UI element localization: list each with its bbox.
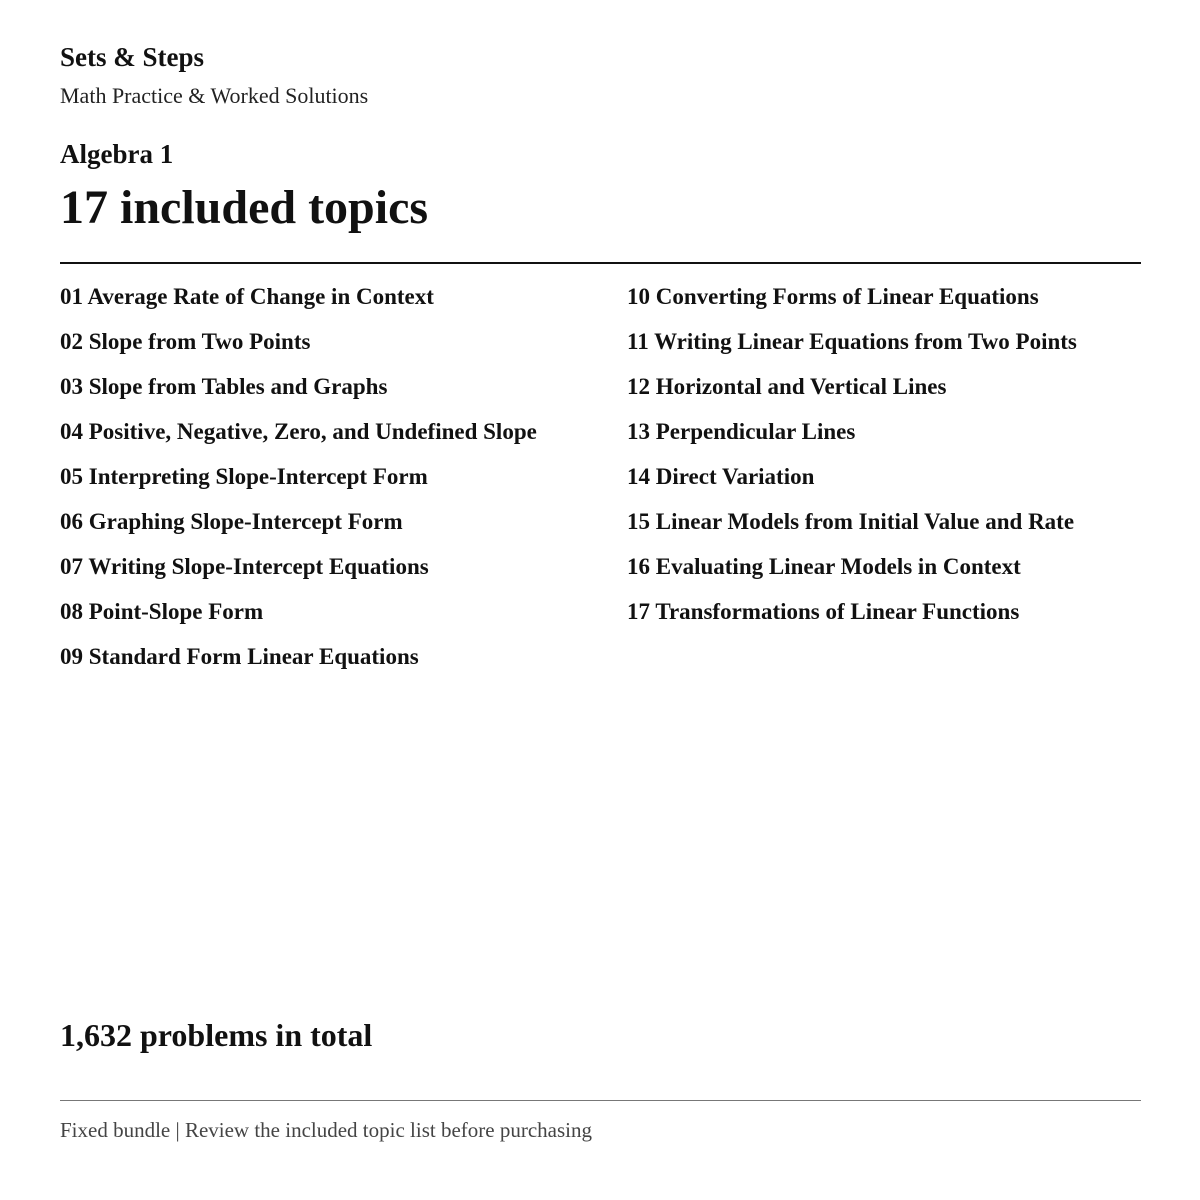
topics-headline: 17 included topics bbox=[60, 181, 429, 234]
footer-note: Fixed bundle | Review the included topic list before purchasing bbox=[60, 1118, 592, 1142]
topic-item: 11 Writing Linear Equations from Two Points bbox=[627, 329, 1077, 354]
topic-item: 07 Writing Slope-Intercept Equations bbox=[60, 554, 429, 579]
topic-column-left bbox=[60, 282, 627, 687]
topic-list bbox=[60, 282, 1141, 687]
problem-total: 1,632 problems in total bbox=[60, 1017, 373, 1053]
topic-item: 12 Horizontal and Vertical Lines bbox=[627, 374, 947, 399]
top-divider bbox=[60, 262, 1141, 264]
brand-name: Sets & Steps bbox=[60, 42, 205, 72]
topic-item: 16 Evaluating Linear Models in Context bbox=[627, 554, 1021, 579]
topic-item: 14 Direct Variation bbox=[627, 464, 815, 489]
topic-item: 17 Transformations of Linear Functions bbox=[627, 599, 1020, 624]
brand-tagline: Math Practice & Worked Solutions bbox=[60, 83, 369, 108]
topic-item: 06 Graphing Slope-Intercept Form bbox=[60, 509, 403, 534]
course-title: Algebra 1 bbox=[60, 139, 174, 169]
topic-item: 09 Standard Form Linear Equations bbox=[60, 644, 419, 669]
topic-item: 02 Slope from Two Points bbox=[60, 329, 311, 354]
topic-column-right bbox=[627, 282, 1141, 687]
topic-item: 13 Perpendicular Lines bbox=[627, 419, 856, 444]
brand-header bbox=[60, 40, 368, 110]
topic-item: 08 Point-Slope Form bbox=[60, 599, 264, 624]
topic-item: 03 Slope from Tables and Graphs bbox=[60, 374, 388, 399]
topic-item: 15 Linear Models from Initial Value and Rate bbox=[627, 509, 1075, 534]
topic-item: 10 Converting Forms of Linear Equations bbox=[627, 284, 1039, 309]
bottom-divider bbox=[60, 1100, 1141, 1101]
topic-item: 05 Interpreting Slope-Intercept Form bbox=[60, 464, 428, 489]
topic-item: 04 Positive, Negative, Zero, and Undefined Slope bbox=[60, 419, 537, 444]
topic-item: 01 Average Rate of Change in Context bbox=[60, 284, 434, 309]
